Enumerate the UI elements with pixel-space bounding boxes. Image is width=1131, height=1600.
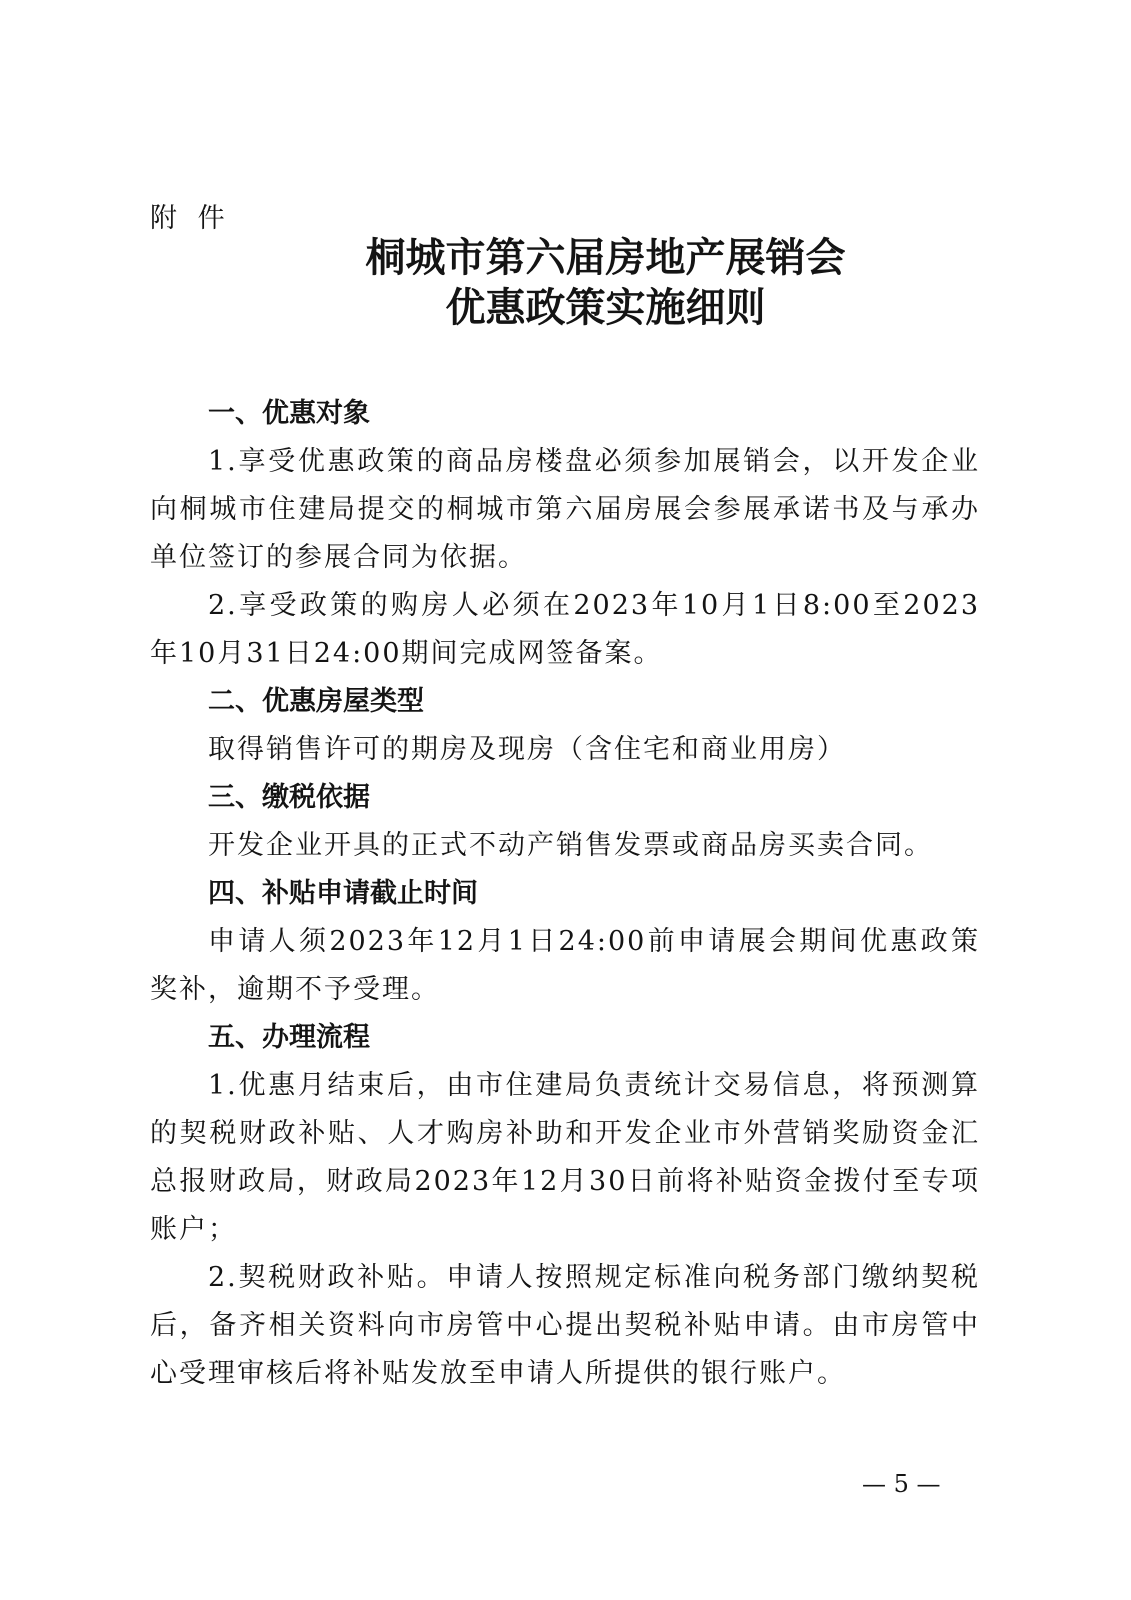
section-1 xyxy=(150,390,980,678)
paragraph: 2.契税财政补贴。申请人按照规定标准向税务部门缴纳契税后，备齐相关资料向市房管中心提出契税补贴申请。由市房管中心受理审核后将补贴发放至申请人所提供的银行账户。 xyxy=(150,1262,980,1389)
section-heading: 四、补贴申请截止时间 xyxy=(208,878,478,909)
section-heading: 一、优惠对象 xyxy=(208,398,370,429)
section-heading: 五、办理流程 xyxy=(208,1022,370,1053)
attachment-label: 附 件 xyxy=(150,203,231,234)
paragraph: 1.享受优惠政策的商品房楼盘必须参加展销会，以开发企业向桐城市住建局提交的桐城市第六届房展会参展承诺书及与承办单位签订的参展合同为依据。 xyxy=(150,446,980,573)
document-body xyxy=(150,390,980,1398)
paragraph: 1.优惠月结束后，由市住建局负责统计交易信息，将预测算的契税财政补贴、人才购房补助和开发企业市外营销奖励资金汇总报财政局，财政局2023年12月30日前将补贴资金拨付至专项账户； xyxy=(150,1070,980,1245)
section-2 xyxy=(150,678,980,774)
paragraph: 取得销售许可的期房及现房（含住宅和商业用房） xyxy=(208,734,846,765)
page-number: — 5 — xyxy=(862,1470,941,1498)
paragraph: 开发企业开具的正式不动产销售发票或商品房买卖合同。 xyxy=(208,830,933,861)
section-5 xyxy=(150,1014,980,1398)
section-heading: 三、缴税依据 xyxy=(208,782,370,813)
document-title-line1: 桐城市第六届房地产展销会 xyxy=(365,234,846,281)
paragraph: 申请人须2023年12月1日24:00前申请展会期间优惠政策奖补，逾期不予受理。 xyxy=(150,926,980,1005)
section-heading: 二、优惠房屋类型 xyxy=(208,686,424,717)
document-title-line2: 优惠政策实施细则 xyxy=(445,284,766,331)
paragraph: 2.享受政策的购房人必须在2023年10月1日8:00至2023年10月31日24:00期间完成网签备案。 xyxy=(150,590,980,669)
section-4 xyxy=(150,870,980,1014)
section-3 xyxy=(150,774,980,870)
